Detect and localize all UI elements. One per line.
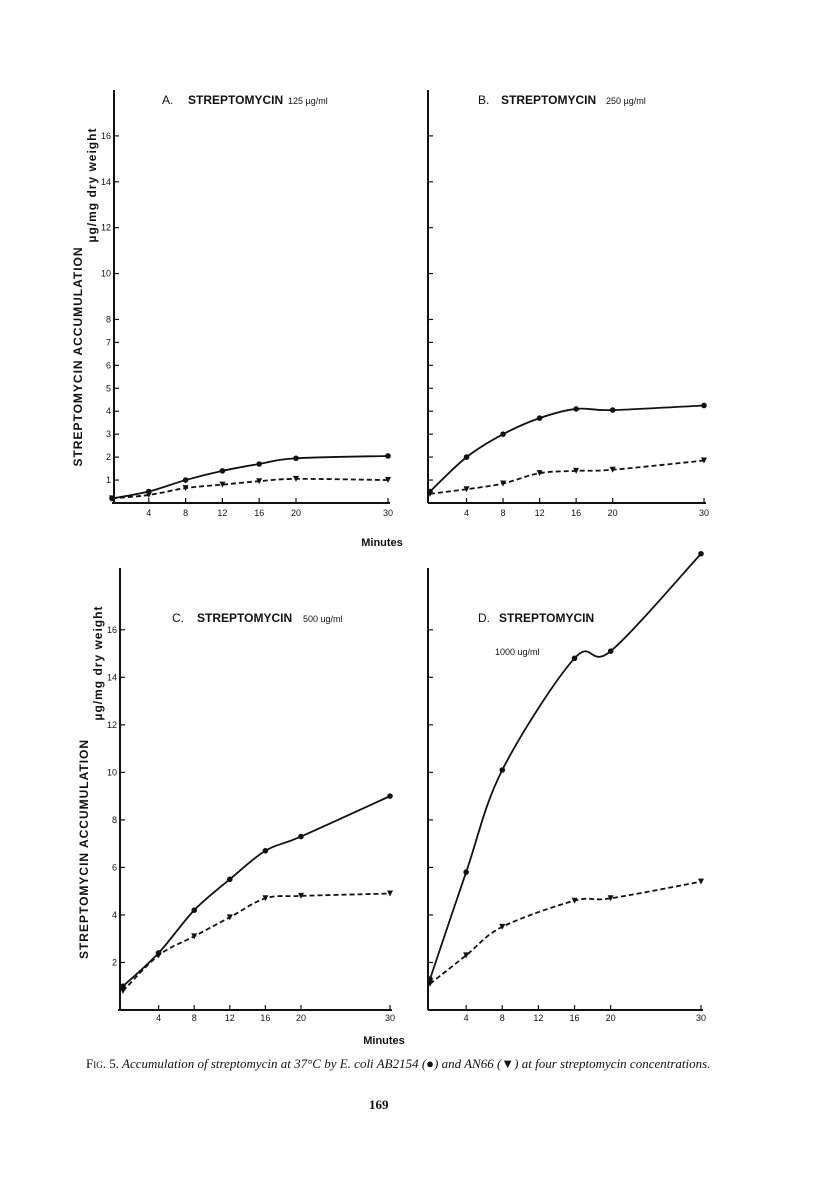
panel-c-series-an66-point — [387, 891, 393, 897]
panel-a-x-tick-label: 20 — [290, 508, 302, 518]
panel-c-series-ab2154-line — [123, 796, 390, 986]
panel-a-series-ab2154-point — [293, 455, 299, 461]
panel-c-ylabel-left: STREPTOMYCIN ACCUMULATION — [77, 738, 91, 960]
panel-b-series-ab2154-point — [701, 403, 707, 409]
panel-c-y-tick-label: 12 — [106, 719, 117, 730]
panel-a-x-tick-label: 30 — [382, 508, 394, 518]
panel-b-x-tick-label: 30 — [698, 508, 710, 518]
panel-d-x-tick-label: 12 — [533, 1013, 544, 1023]
panel-d-x-tick-label: 30 — [695, 1013, 707, 1023]
panel-a-y-tick-label: 14 — [100, 176, 111, 187]
panel-a-y-tick-label: 2 — [105, 452, 111, 463]
panel-b-series-ab2154-line — [430, 405, 704, 491]
panel-d-series-an66-line — [430, 882, 701, 984]
panel-a-y-tick-label: 10 — [100, 268, 111, 279]
panel-c-series-ab2154-point — [191, 907, 197, 913]
panel-a-y-tick-label: 5 — [105, 383, 111, 394]
panel-c-y-tick-label: 14 — [106, 672, 117, 683]
panel-a-y-tick-label: 6 — [105, 360, 111, 371]
panel-c-y-tick-label: 10 — [106, 767, 117, 778]
panel-b-series-ab2154-point — [500, 431, 506, 437]
panel-a-series-an66-line — [112, 479, 388, 499]
panel-c-title: STREPTOMYCIN — [197, 611, 293, 625]
panel-a-xlabel: Minutes — [361, 537, 403, 549]
panel-a-title: STREPTOMYCIN — [188, 93, 284, 107]
panel-a-ylabel-left: STREPTOMYCIN ACCUMULATION — [71, 246, 85, 467]
panel-a-concentration: 125 µg/ml — [288, 96, 328, 106]
panel-a-series-ab2154-line — [112, 456, 388, 498]
panel-a-y-tick-label: 1 — [105, 475, 111, 486]
panel-c-series-ab2154-point — [263, 848, 269, 854]
panel-c-y-tick-label: 6 — [111, 862, 117, 873]
panel-c-y-tick-label: 16 — [106, 624, 117, 635]
panel-d-series-ab2154-point — [572, 656, 578, 662]
panel-b-series-ab2154-point — [464, 454, 470, 460]
panel-c-x-tick-label: 16 — [260, 1013, 271, 1023]
panel-b-x-tick-label: 4 — [464, 508, 470, 518]
page-number: 169 — [369, 1097, 389, 1112]
panel-d-x-tick-label: 16 — [569, 1013, 580, 1023]
panel-b-concentration: 250 µg/ml — [606, 96, 646, 106]
panel-a-x-tick-label: 8 — [183, 508, 189, 518]
panel-a-y-tick-label: 16 — [100, 130, 111, 141]
panel-d-x-tick-label: 8 — [499, 1013, 505, 1023]
panel-c-xlabel: Minutes — [363, 1035, 405, 1047]
panel-a-series-ab2154-point — [183, 477, 189, 483]
panel-c-x-tick-label: 30 — [384, 1013, 396, 1023]
panel-b-title: STREPTOMYCIN — [501, 93, 597, 107]
panel-a-ylabel-right: µg/mg dry weight — [85, 127, 99, 243]
panel-a-letter: A. — [162, 93, 174, 107]
panel-d-letter: D. — [478, 611, 490, 625]
panel-c-x-tick-label: 12 — [224, 1013, 235, 1023]
panel-a-x-tick-label: 4 — [146, 508, 152, 518]
panel-a-y-tick-label: 8 — [105, 314, 111, 325]
caption-text: Accumulation of streptomycin at 37°C by E. coli AB2154 (●) and AN66 (▼) at four streptomycin concentrations. — [122, 1056, 711, 1071]
panel-a-y-tick-label: 12 — [100, 222, 111, 233]
panel-c-letter: C. — [172, 611, 184, 625]
panel-a-x-tick-label: 16 — [254, 508, 265, 518]
panel-b-x-tick-label: 16 — [571, 508, 582, 518]
panel-c-series-ab2154-point — [298, 834, 304, 840]
panel-c-concentration: 500 ug/ml — [303, 614, 343, 624]
panel-c-x-tick-label: 4 — [156, 1013, 162, 1023]
panel-d-series-ab2154-point — [499, 767, 505, 773]
panel-a-series-ab2154-point — [385, 453, 391, 459]
panel-b-letter: B. — [478, 93, 490, 107]
panel-b-series-an66-line — [430, 461, 704, 494]
panel-d-series-ab2154-point — [608, 648, 614, 654]
panel-b-x-tick-label: 20 — [607, 508, 618, 518]
panel-a-y-tick-label: 7 — [105, 337, 111, 348]
panel-c-x-tick-label: 20 — [295, 1013, 307, 1023]
figure-caption — [86, 1056, 746, 1072]
panel-d-concentration: 1000 ug/ml — [495, 647, 540, 657]
panel-d-title: STREPTOMYCIN — [499, 611, 595, 625]
panel-d-x-tick-label: 4 — [463, 1013, 469, 1023]
panel-c-ylabel-right: µg/mg dry weight — [91, 605, 105, 721]
panel-c-x-tick-label: 8 — [191, 1013, 197, 1023]
panel-a-series-ab2154-point — [220, 468, 226, 474]
panel-c-series-ab2154-point — [387, 793, 393, 799]
panel-b-x-tick-label: 8 — [500, 508, 506, 518]
panel-c-y-tick-label: 4 — [111, 909, 117, 920]
panel-d-x-tick-label: 20 — [605, 1013, 616, 1023]
panel-b-series-ab2154-point — [537, 415, 543, 421]
panel-b-x-tick-label: 12 — [534, 508, 545, 518]
panel-a-y-tick-label: 4 — [105, 406, 111, 417]
panel-d-series-ab2154-point — [463, 869, 469, 875]
figure-label: Fig. 5. — [86, 1056, 119, 1071]
panel-c-y-tick-label: 2 — [111, 957, 117, 968]
panel-d-series-ab2154-point — [698, 551, 704, 557]
panel-b-series-ab2154-point — [573, 406, 579, 412]
panel-c-y-tick-label: 8 — [111, 814, 117, 825]
panel-b-series-ab2154-point — [610, 407, 616, 413]
panel-a-series-ab2154-point — [256, 461, 262, 467]
panel-a-x-tick-label: 12 — [217, 508, 228, 518]
panel-a-y-tick-label: 3 — [105, 429, 111, 440]
panel-c-series-ab2154-point — [227, 877, 233, 883]
panel-d-series-an66-point — [698, 879, 704, 885]
panel-c-series-an66-line — [123, 894, 390, 991]
